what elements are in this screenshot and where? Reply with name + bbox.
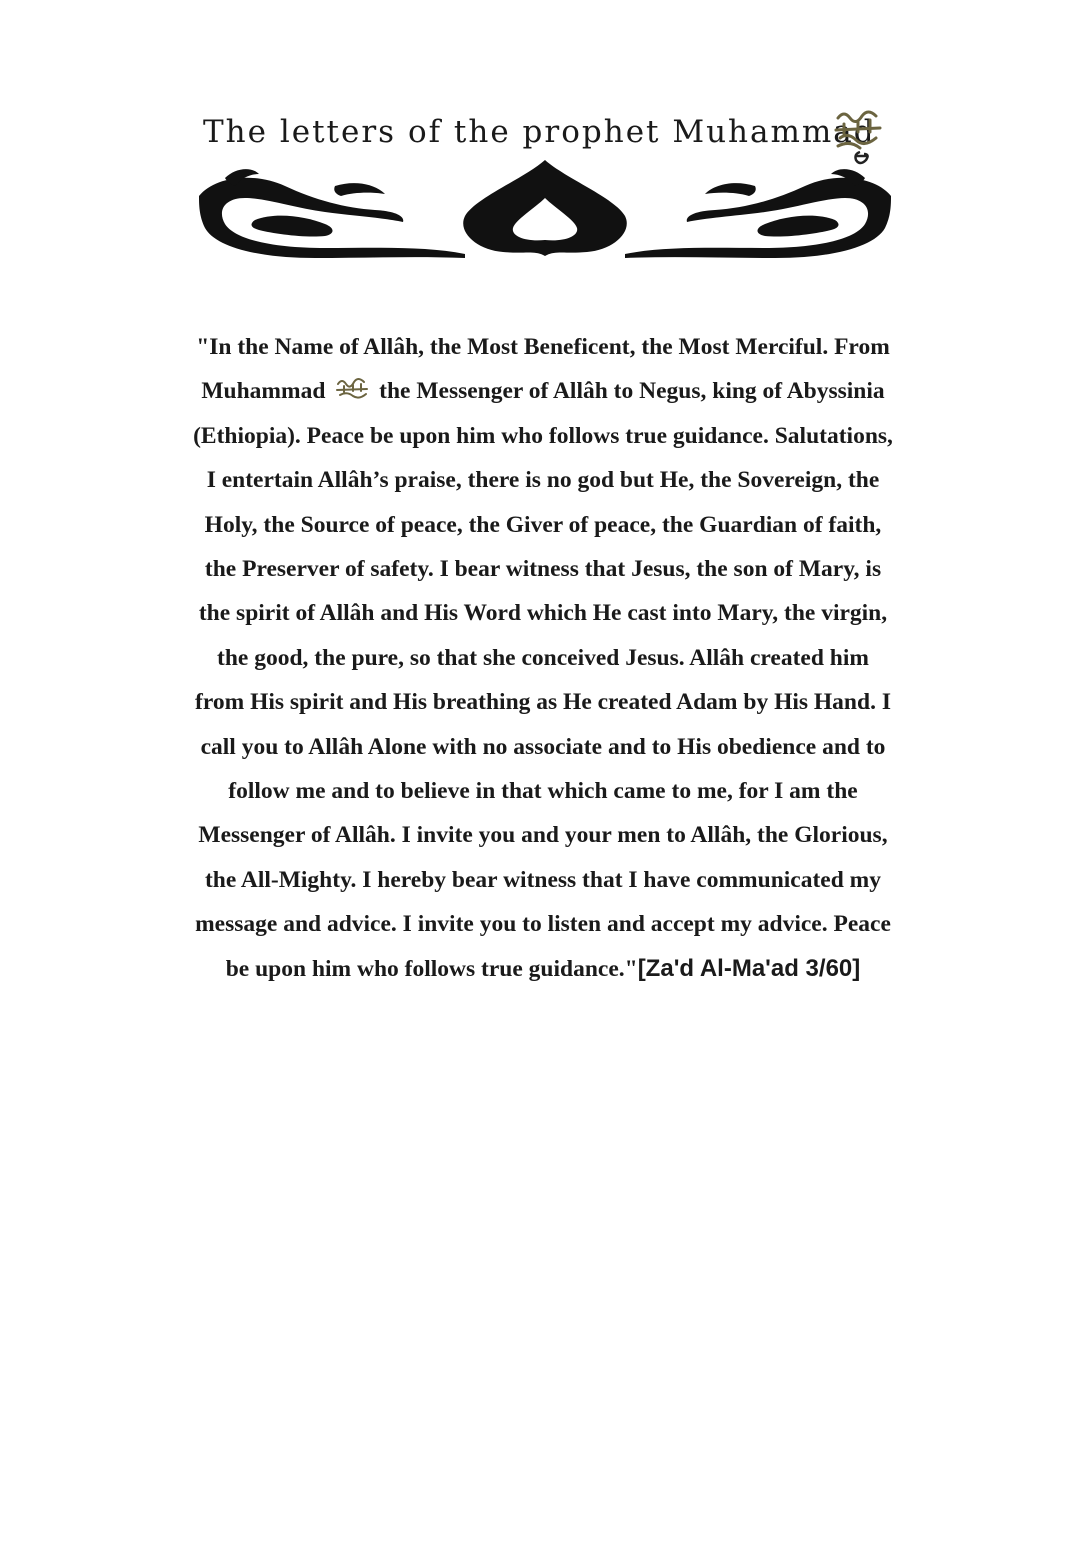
calligraphy-salutation-icon [335, 376, 369, 400]
citation: [Za'd Al-Ma'ad 3/60] [637, 954, 861, 982]
letter-text-part1: "In the Name of Allâh, the Most Beneficent, the Most Merciful. From Muhammad [196, 334, 890, 405]
letter-text-part2: the Messenger of Allâh to Negus, king of Abyssinia (Ethiopia). Peace be upon him who follows true guidance. Salutations, I entertain Allâh’s praise, there is no god but He, the Sovereign, the Holy, the Source of peace, the Giver of peace, the Guardian of faith, the Preserver of safety. I bear witness that Jesus, the son of Mary, is the spirit of Allâh and His Word which He cast into Mary, the virgin, the good, the pure, so that she conceived Jesus. Allâh created him from His spirit and His breathing as He created Adam by His Hand. I call you to Allâh Alone with no associate and to His obedience and to follow me and to believe in that which came to me, for I am the Messenger of Allâh. I invite you and your men to Allâh, the Glorious, the All-Mighty. I hereby bear witness that I have communicated my message and advice. I invite you to listen and accept my advice. Peace be upon him who follows true guidance." [193, 378, 893, 982]
arabesque-ornament-icon [195, 158, 895, 260]
letter-body [190, 325, 896, 991]
page-title: The letters of the prophet Muhammad [203, 114, 876, 150]
